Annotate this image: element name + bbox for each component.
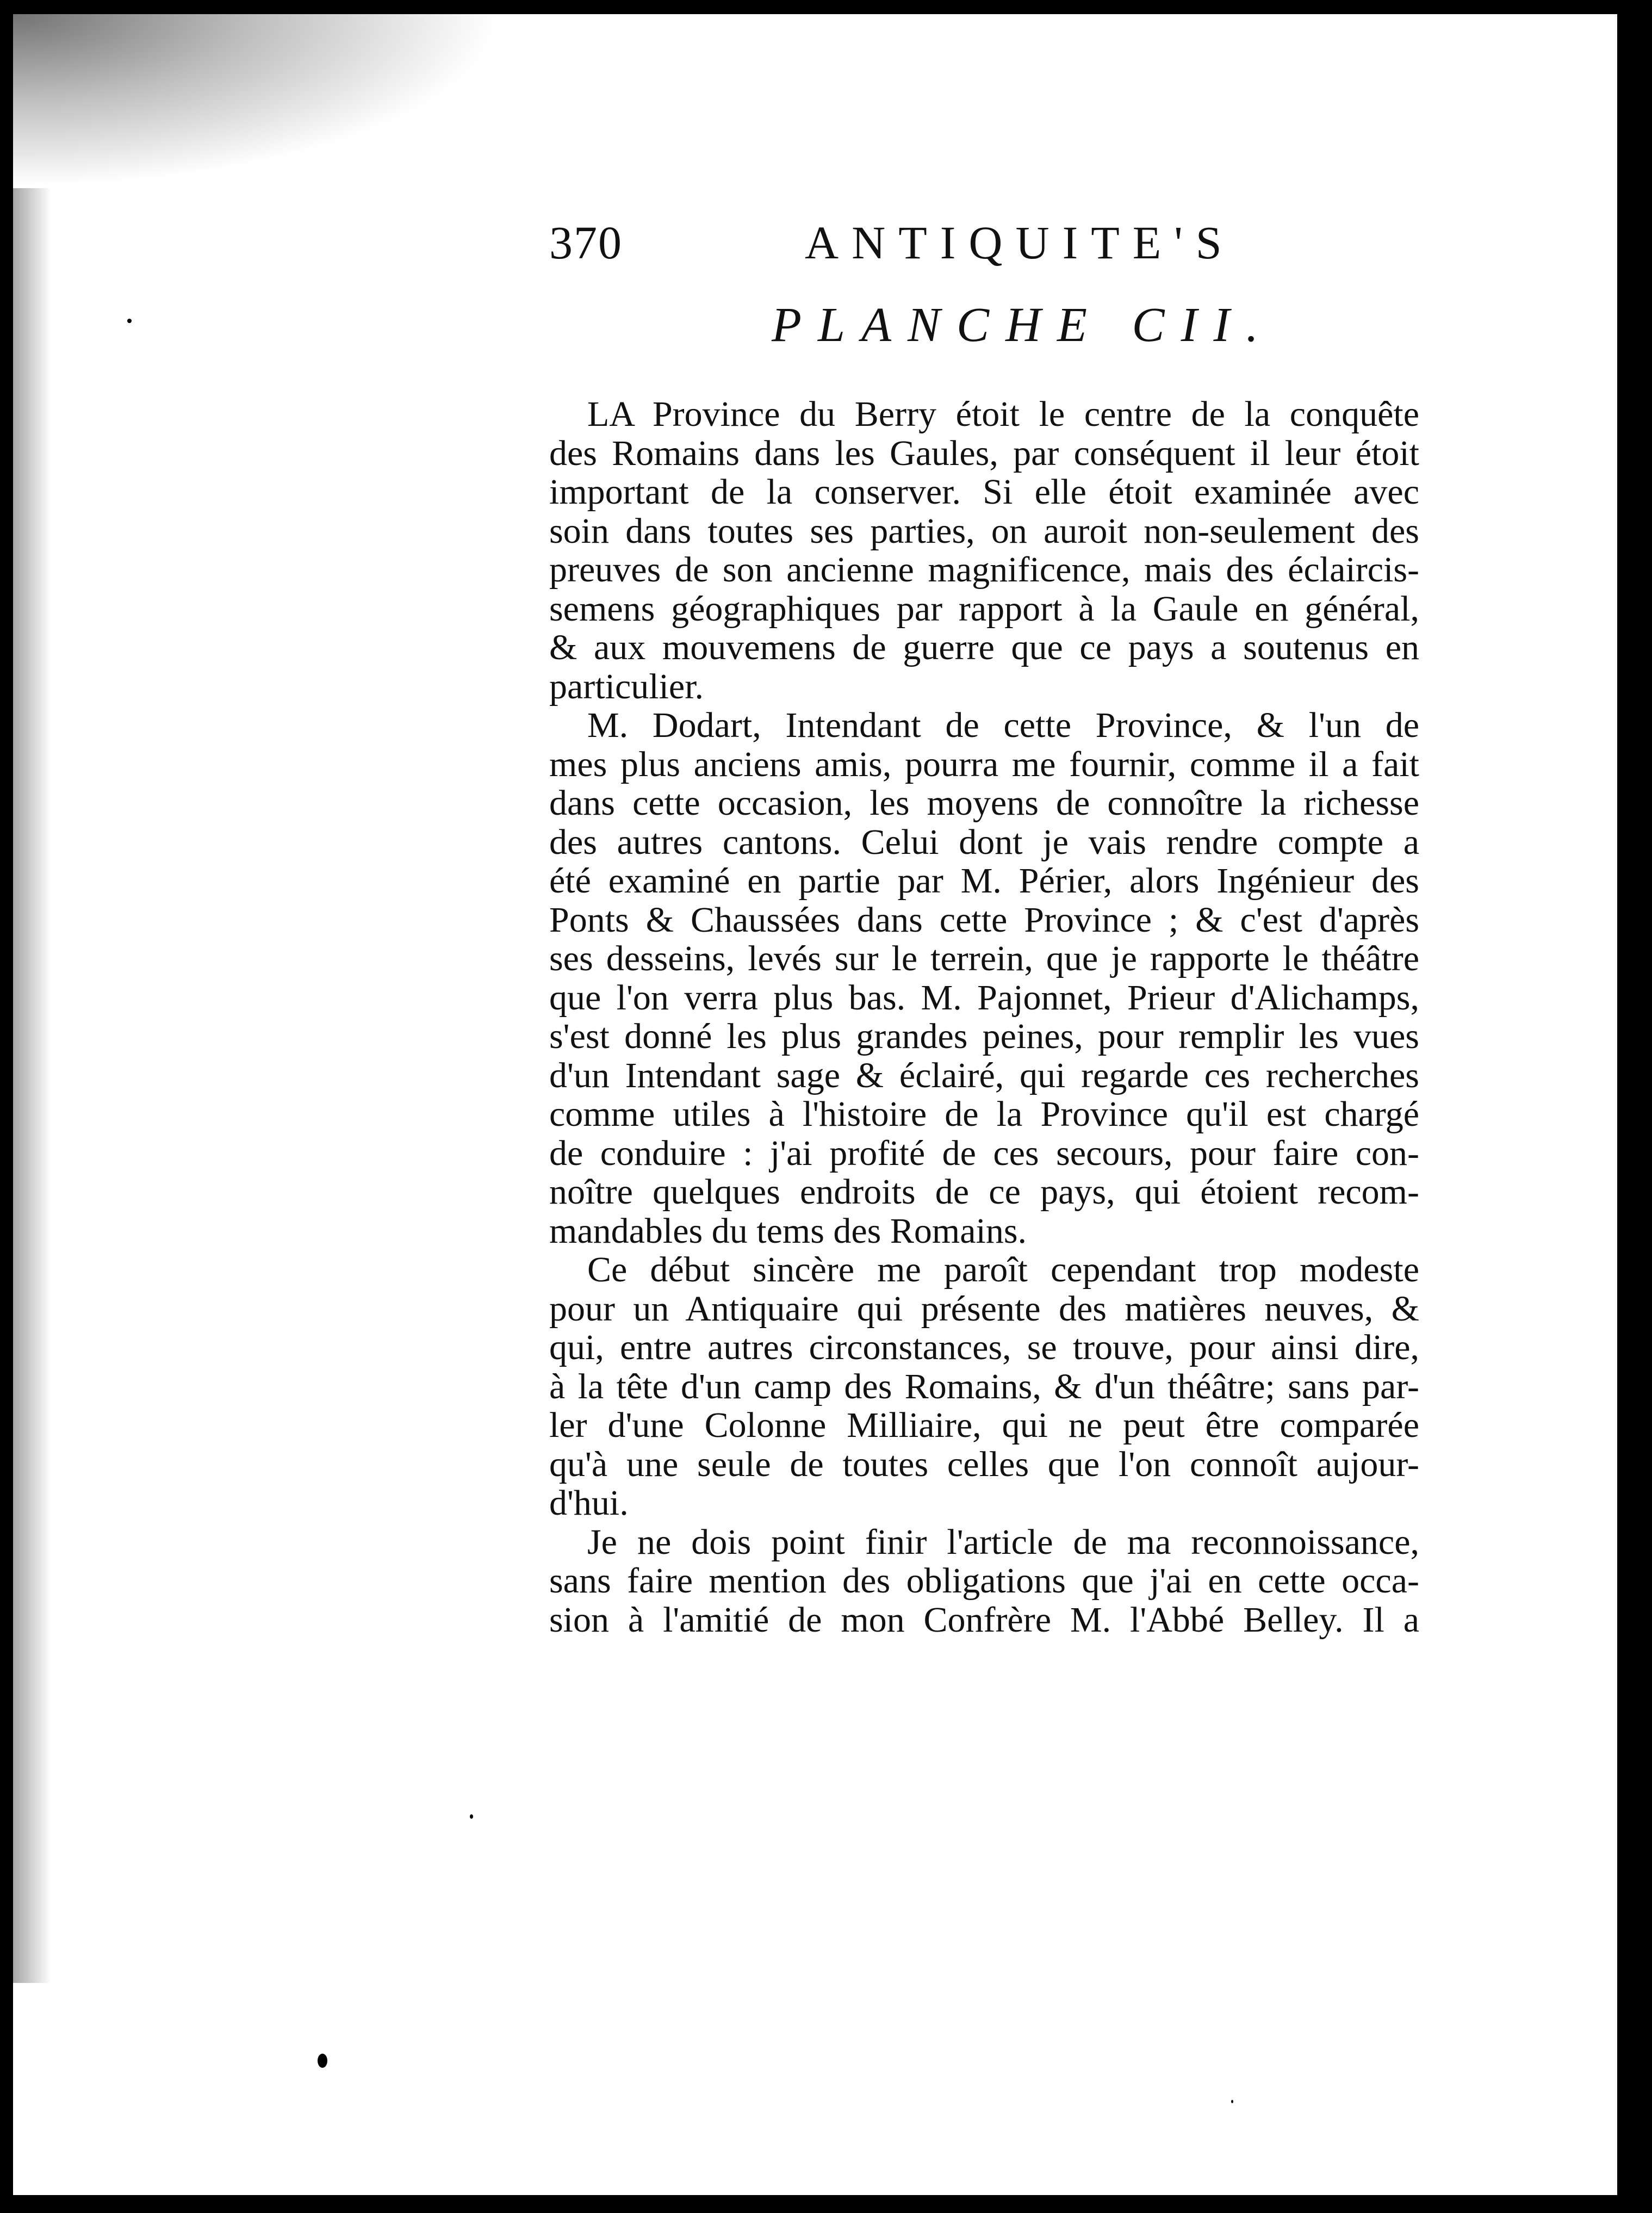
text-line: été examiné en partie par M. Périer, alors Ingénieur des (549, 861, 1419, 901)
scan-speck (318, 2054, 327, 2068)
text-line: Je ne dois point finir l'article de ma reconnoissance, (587, 1522, 1419, 1562)
scan-speck (470, 1814, 473, 1819)
running-title: ANTIQUITE'S (805, 216, 1235, 269)
text-line: & aux mouvemens de guerre que ce pays a soutenus en (549, 628, 1419, 667)
text-line: Ce début sincère me paroît cependant trop modeste (587, 1250, 1419, 1290)
text-line: sion à l'amitié de mon Confrère M. l'Abbé Belley. Il a (549, 1600, 1419, 1640)
book-page (13, 14, 1617, 2195)
text-line: mes plus anciens amis, pourra me fournir, comme il a fait (549, 744, 1419, 784)
text-line: de conduire : j'ai profité de ces secours, pour faire con- (549, 1133, 1419, 1173)
text-line: pour un Antiquaire qui présente des matières neuves, & (549, 1288, 1419, 1329)
text-line: semens géographiques par rapport à la Gaule en général, (549, 588, 1419, 629)
text-line: des Romains dans les Gaules, par conséquent il leur étoit (549, 433, 1419, 473)
text-line: d'hui. (549, 1483, 629, 1523)
text-line: preuves de son ancienne magnificence, mais des éclaircis- (549, 550, 1419, 590)
text-line: qu'à une seule de toutes celles que l'on connoît aujour- (549, 1444, 1419, 1484)
text-line: sans faire mention des obligations que j'ai en cette occa- (549, 1561, 1419, 1601)
scan-speck (127, 319, 132, 323)
text-line: des autres cantons. Celui dont je vais rendre compte a (549, 822, 1419, 862)
text-line: dans cette occasion, les moyens de connoître la richesse (549, 783, 1419, 823)
scan-corner-noise (13, 14, 502, 188)
scan-speck (1231, 2100, 1233, 2103)
text-line: comme utiles à l'histoire de la Province qu'il est chargé (549, 1094, 1419, 1134)
text-line: s'est donné les plus grandes peines, pour remplir les vues (549, 1016, 1419, 1056)
text-line: particulier. (549, 666, 704, 706)
text-line: LA Province du Berry étoit le centre de la conquête (587, 394, 1419, 434)
text-line: à la tête d'un camp des Romains, & d'un théâtre; sans par- (549, 1366, 1419, 1406)
text-line: qui, entre autres circonstances, se trouve, pour ainsi dire, (549, 1328, 1419, 1367)
scan-edge-noise (13, 188, 51, 1983)
text-line: ler d'une Colonne Milliaire, qui ne peut être comparée (549, 1405, 1419, 1445)
text-line: ses desseins, levés sur le terrein, que je rapporte le théâtre (549, 939, 1419, 978)
page-number: 370 (549, 216, 623, 269)
text-line: M. Dodart, Intendant de cette Province, & l'un de (587, 705, 1419, 745)
text-line: Ponts & Chaussées dans cette Province ; & c'est d'après (549, 900, 1419, 940)
body-text (549, 395, 1419, 1639)
text-line: important de la conserver. Si elle étoit examinée avec (549, 472, 1419, 512)
text-line: noître quelques endroits de ce pays, qui étoient recom- (549, 1172, 1419, 1212)
text-line: d'un Intendant sage & éclairé, qui regarde ces recherches (549, 1055, 1419, 1095)
text-line: mandables du tems des Romains. (549, 1211, 1027, 1251)
running-head (549, 215, 1321, 281)
text-line: soin dans toutes ses parties, on auroit non-seulement des (549, 511, 1419, 551)
text-line: que l'on verra plus bas. M. Pajonnet, Prieur d'Alichamps, (549, 977, 1419, 1018)
plate-title: PLANCHE CII. (772, 298, 1275, 352)
